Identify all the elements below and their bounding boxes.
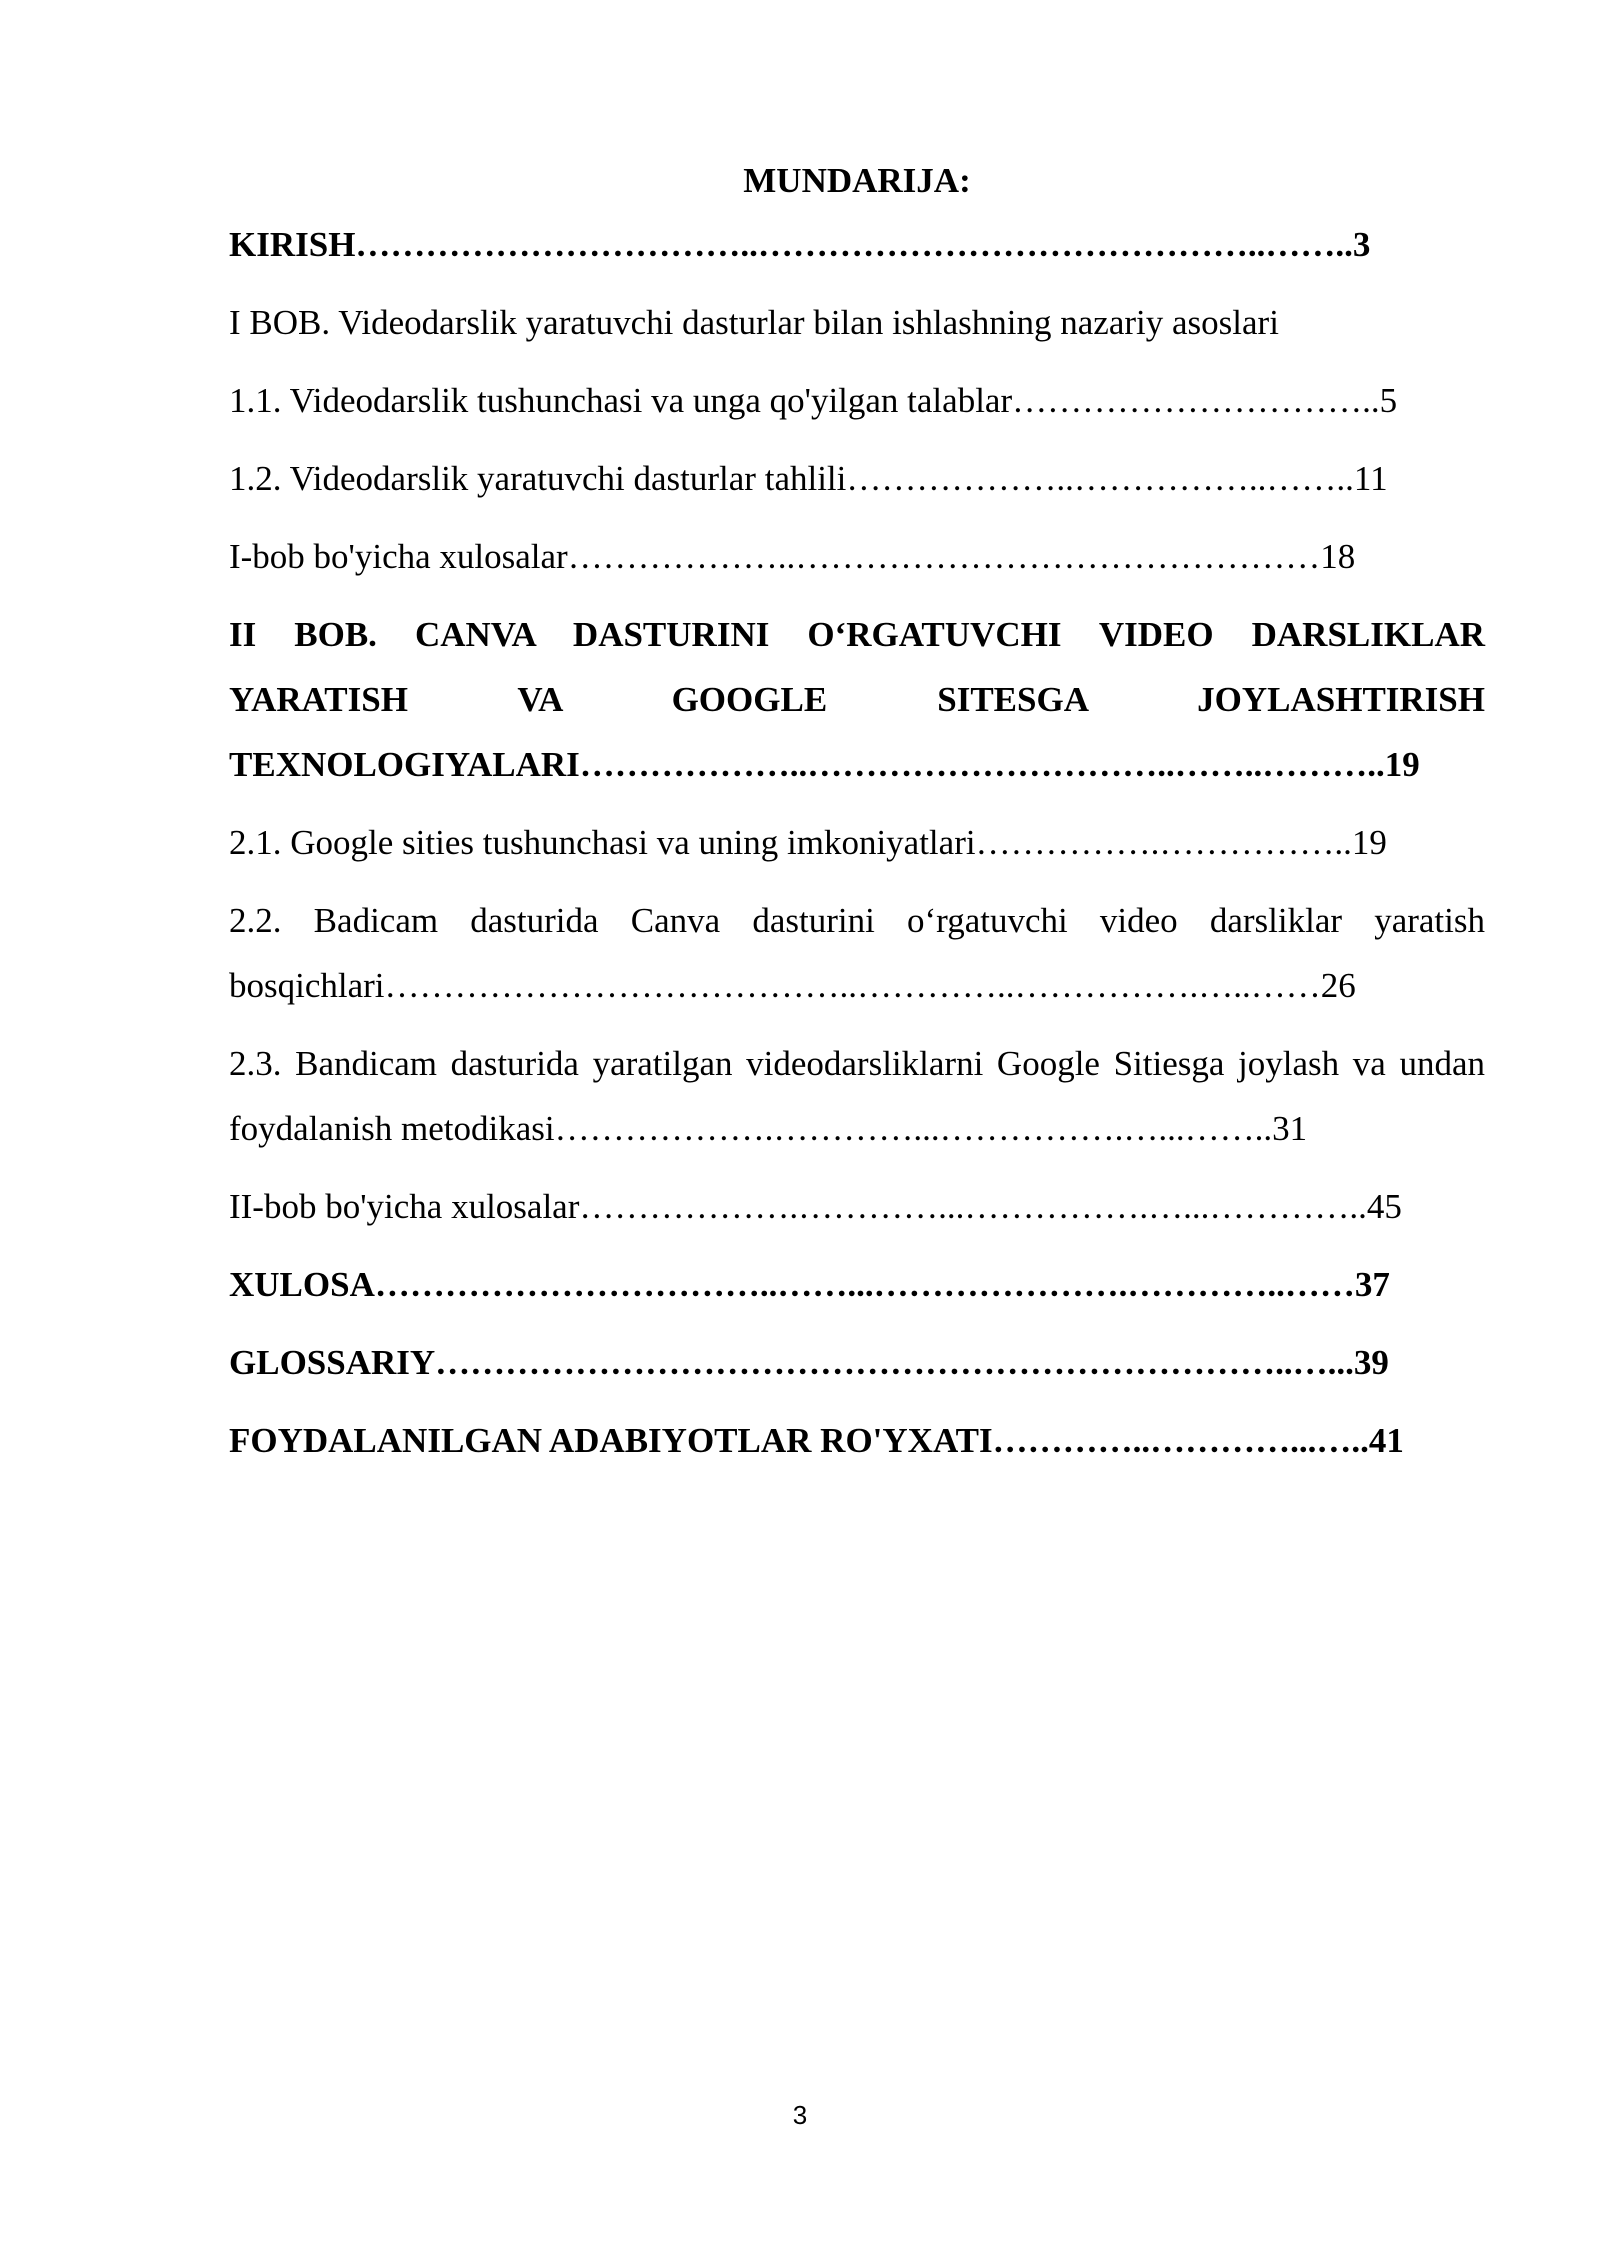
toc-title: MUNDARIJA: bbox=[743, 161, 971, 200]
toc-entry: 2.3. Bandicam dasturida yaratilgan videodarsliklarni Google Sitiesga joylash va undan foydalanish metodikasi……………….…………...…………….…...……..31 bbox=[229, 1044, 1485, 1148]
toc-entry: I BOB. Videodarslik yaratuvchi dasturlar bilan ishlashning nazariy asoslari bbox=[229, 303, 1279, 342]
page-number: 3 bbox=[792, 2100, 808, 2130]
toc-entry: 2.2. Badicam dasturida Canva dasturini o‘rgatuvchi video darsliklar yaratish bosqichlari…………………………………..…………..…………….…..……26 bbox=[229, 901, 1485, 1005]
toc-entry: 2.1. Google sities tushunchasi va uning imkoniyatlari…………….……………..19 bbox=[229, 823, 1387, 862]
toc-entry: FOYDALANILGAN ADABIYOTLAR RO'YXATI…………..…………...…..41 bbox=[229, 1421, 1404, 1460]
table-of-contents bbox=[229, 150, 1485, 1486]
toc-entries bbox=[229, 212, 1485, 1473]
toc-entry: KIRISH……………………………..……………………………………..……..3 bbox=[229, 225, 1371, 264]
toc-entry: XULOSA……………………………..……...………………….…………..……37 bbox=[229, 1265, 1390, 1304]
toc-entry: I-bob bo'yicha xulosalar………………..………………………………………18 bbox=[229, 537, 1356, 576]
toc-entry: 1.2. Videodarslik yaratuvchi dasturlar tahlili………………..……………..……..11 bbox=[229, 459, 1388, 498]
toc-entry: GLOSSARIY………………………………………………………………..…...39 bbox=[229, 1343, 1389, 1382]
toc-entry: II-bob bo'yicha xulosalar……………….…………...…………….…...…………..45 bbox=[229, 1187, 1402, 1226]
toc-entry: II BOB. CANVA DASTURINI O‘RGATUVCHI VIDEO DARSLIKLAR YARATISH VA GOOGLE SITESGA JOYLASHTIRISH TEXNOLOGIYALARI………………..…………………………..……..………..19 bbox=[229, 615, 1485, 784]
toc-entry: 1.1. Videodarslik tushunchasi va unga qo'yilgan talablar…………………………..5 bbox=[229, 381, 1398, 420]
